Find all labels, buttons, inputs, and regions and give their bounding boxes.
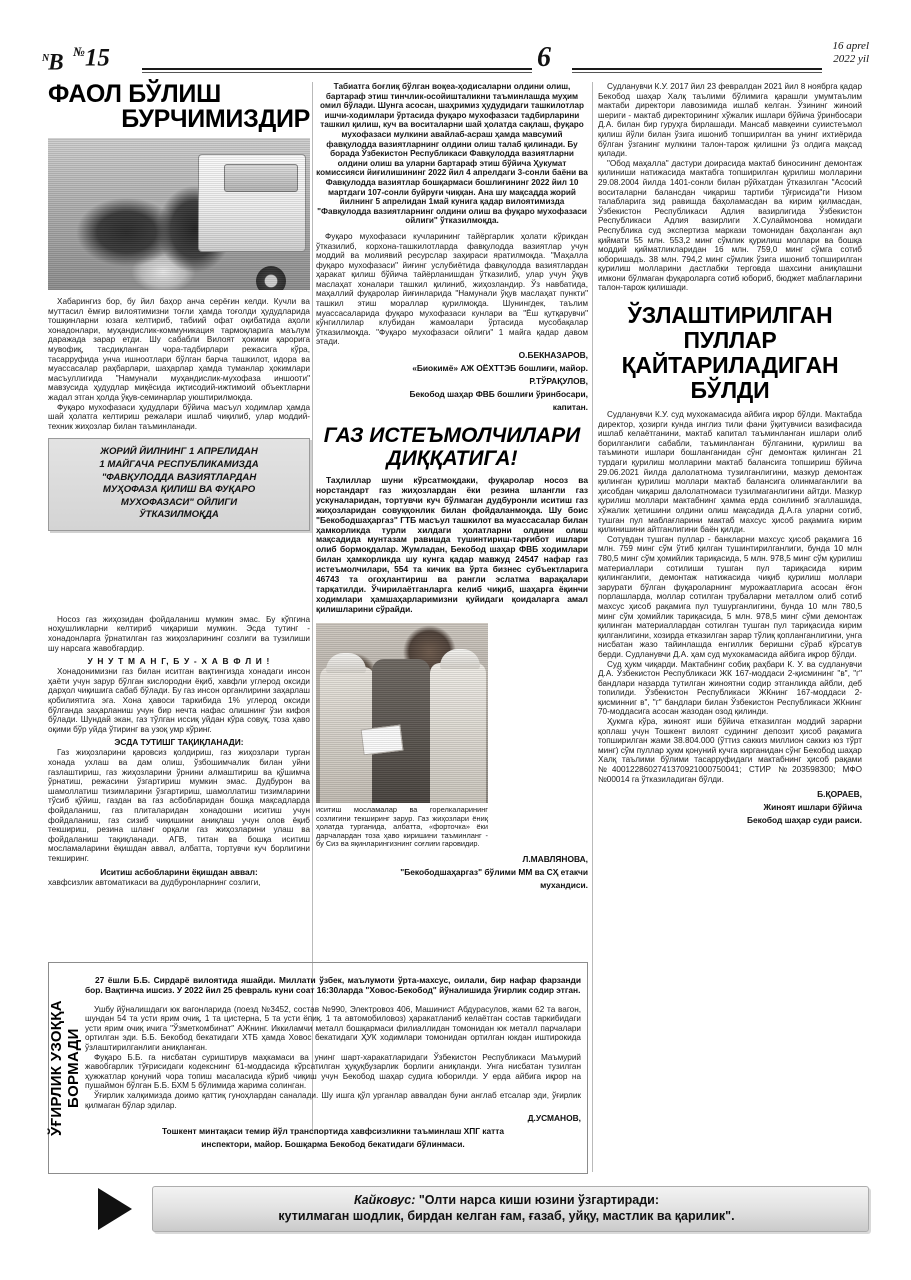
gas-article-paragraph-1: Носоз газ жиҳозидан фойдаланиш мумкин эмас. Бу кўпгина ноҳушликларни келтириб чиқариши мумкин. Эсда тутинг - хонадонларга ўрнатилган газ жиҳозларининг созлиги ва тузилиши шу нарсага жавобгардир. <box>48 614 310 653</box>
column-middle <box>316 82 588 890</box>
quote-text <box>168 1192 845 1224</box>
gas-article-paragraph-2: Хонадонимизни газ билан иситган вақтингизда хонадаги инсон ҳаёти учун зарур бўлган кислородни ёқиб, хавфли углерод оксиди дарҳол чиқишига сабаб бўлади. Бу газ инсон органлирини заҳарлаш қобилиятига эга. Хона ҳавоси таркибида 1% углерод оксиди бўлганда заҳарланиш учун бир нечта нафас олишнинг ўзи кифоя бўлади. Шундай экан, газ тўлган иссиқ уйдан кўра совуқ, тоза ҳаво оқими бўр уйда ўтиринг ва узоқ умр кўринг. <box>48 667 310 734</box>
photo-gas-inspectors <box>316 623 488 803</box>
bottom-box-lead: 27 ёшли Б.Б. Сирдарё вилоятида яшайди. Миллати ўзбек, маълумоти ўрта-махсус, оилали, бир нафар фарзанди бор. Вақтинча ишсиз. У 2022 йил 25 февраль куни соат 16:30ларда "Ховос-Бекобод" йўналишида ўғирлик содир этган. <box>85 975 581 996</box>
article-headline-uzlashtirilgan <box>598 303 862 403</box>
right-headline-line-4: БЎЛДИ <box>690 377 770 404</box>
callout-line-3: "ФАВҚУЛОДДА ВАЗИЯТЛАРДАН <box>101 471 257 483</box>
bottom-boxed-article <box>48 962 588 1174</box>
right-headline-line-2: ПУЛЛАР <box>683 327 777 354</box>
bottom-box-signature-1: Д.УСМАНОВ, <box>527 1113 581 1124</box>
photo-helmet-left-shape <box>326 653 366 673</box>
right-paragraph-4: Сотувдан тушган пуллар - банкларни махсус ҳисоб рақамига 16 млн. 759 минг сўм ўтиб қилган тушинтирилганлиги, бунда 10 млн 780,5 минг сўм ҳомийлик тариқасида, 5 млн. 978,5 минг сўм қурилиш материаллари сотилиши тушган пул тариқасида кирим қилинганлиги, демонтаж натижасида чиқиб қурилиш моллари зарурати бўлган фуқароларнинг мурожаатларига асосан ёғон порлашларда, моллар сотилган трубаларни металлом олиб сотиб махсус ҳисоб рақамига пул тушурганлигини, бунда 10 млн 780,5 минг сўм ҳомийлик тариқасида, 5 млн. 978,5 минг сўми демонтаж қилинган материаллардан сотилган тушган пул тариқасида кирим қилганлигини, хозирда етказилган зарар тўлиқ қопланганлигини, унга нисбатан жазо тайинлашда енгиллик беришни сўраб кўрсатув берди. Судланувчи Д.А. ҳам суд мухокамасида айбига иқрор бўлди. <box>598 534 862 659</box>
bottom-box-signature-3: инспектори, майор. Бошқарма Бекобод бекатидаги бўлинмаси. <box>201 1139 465 1150</box>
bottom-box-paragraph-3: Ўғирлик халқимизда доимо қаттиқ гуноҳлардан саналади. Шу ишга қўл урганлар аввалдан буни англаб етсалар эди, ўғирлик қилмаган бўлар эдилар. <box>85 1090 581 1110</box>
gas-signature-2: "Бекободшаҳаргаз" бўлими ММ ва СҲ етакчи <box>400 867 588 878</box>
logo-letter: B <box>48 49 63 75</box>
issue-hash: № <box>73 44 85 59</box>
mid-top-paragraph-1: Табиатга боғлиқ бўлган воқеа-ҳодисаларни олдини олиш, бартараф этиш тинчлик-осойишталикни таъминлашда муҳим омил бўлади. Шунга асосан, шаҳримиз ҳудудидаги ташкилотлар ишчи-ходимлари ўртасида фуқаро мухофазаси тадбирларини ташкил қилиш, куч ва воситаларни шай ҳолатда сақлаш, фуқаро мухофазаси мулкини авайлаб-асраш ҳамда мавсумий фавқулодда вазиятларнинг олдини олиш талаб қилинади. Бу борада Ўзбекистон Республикаси Фавқулодда вазиятларни олдини олиш ва уларни бартараф этиш бўйича Ҳукумат комиссияси йиғилишининг 2022 йил 4 апрелдаги 3-сонли баёни ва Фавқулодда вазиятлар бошқармаси бошлиғининг 2022 йил 10 мартдаги 107-сонли буйруғи чиққан. Ана шу мақсадда жорий йилнинг 5 апрелидан 1май кунига қадар вилоятимизда "Фавқулодда вазиятларнинг олдини олиш ва фуқаро мухофазаси ойлиги" ўтказилмоқда. <box>316 82 588 226</box>
gas-headline-line-1: ГАЗ ИСТЕЪМОЛЧИЛАРИ <box>323 424 581 448</box>
photo-helmet-right-shape <box>440 649 480 669</box>
callout-box-monthly-campaign <box>48 438 310 531</box>
logo-superscript: N <box>42 53 49 64</box>
callout-line-1: ЖОРИЙ ЙИЛНИНГ 1 АПРЕЛИДАН <box>100 446 258 458</box>
article-left-paragraph-1: Хабарингиз бор, бу йил баҳор анча серёғин келди. Кучли ва муттасил ёмғир вилоятимизни тоғли ҳамда тоғолди ҳудудларида тошқинларни юзага келтириб, табиий офат оқибатида аҳоли хонадонлари, муҳандислик-коммуникация тармоқларига маълум даражада зарар етди. Шу сабабли Вилоят ҳокими қарорига мувофиқ, тасдиқланган чора-тадбирлари режасига кўра, тасарруфида унча ишноотлари бўлган барча ташкилот, идора ва муассасалар раҳбарлари, шаҳарлар ҳамда туманлар ҳокимлари масъуллигида "Намунали муҳандислик-мухофаза иншооти" мавзусида ҳудудлар миқёсида иқтисодий-ижтимоий объектларни жадал этган ҳолда ўқув-семинарлар уюштирилмоқда. <box>48 297 310 402</box>
gas-forbidden-subhead: ЭСДА ТУТИШГ ТАҚИҚЛАНАДИ: <box>114 737 244 748</box>
gas-warning-subhead: У Н У Т М А Н Г, Б У - Х А В Ф Л И ! <box>87 656 271 667</box>
quote-banner <box>48 1186 869 1234</box>
right-signature-3: Бекобод шаҳар суди раиси. <box>746 815 862 826</box>
vertical-title-text: ЎҒИРЛИК УЗОҚҚА БОРМАДИ <box>48 1000 82 1136</box>
gas-article-paragraph-4: хавфсизлик автоматикаси ва дудбуронларнинг созлиги, <box>48 877 261 887</box>
dateline-year: 2022 yil <box>833 52 869 65</box>
bottom-box-paragraph-1: Ушбу йўналишдаги юк вагонларида (поезд №3452, состав №990, Электровоз 406, Машинист Абдурасулов, жами 62 та вагон, шундан 54 та усти ярим очиқ, 1 та цистерна, 5 та усти ёпиқ. 1 та автомобиловоз) ҳаракатланиб келаётган состав таркибидаги усти ярим очиқ ичига "Ўзметкомбинат" АЖнинг. Иккиламчи металл бошқармаси филиаллидан томонидан юк металл парчалари ортилган эди. Б.Б. Бекобод бекатидаги ХТБ ҳамда Ховос бекатидаги ҲУК ходимлари томонидан ортилган юкдан иштирокида ўзлаштирилганлиги аниқланган. <box>85 1004 581 1052</box>
article-headline-faol-bulish <box>48 82 310 132</box>
mid-signature-5: капитан. <box>552 402 588 413</box>
callout-line-2: 1 МАЙГАЧА РЕСПУБЛИКАМИЗДА <box>99 458 259 470</box>
masthead-rule-right <box>572 68 822 73</box>
masthead <box>42 40 869 80</box>
mid-signature-3: Р.ТЎРАҚУЛОВ, <box>529 376 588 387</box>
photo-figure-right-shape <box>430 663 486 803</box>
right-paragraph-6: Ҳукмга кўра, жиноят иши бўйича етказилган моддий зарарни қоплаш учун Тошкент вилоят судининг депозит ҳисоб рақамига топширилган жами 38.804.000 (ўттиз саккиз миллион саккиз юз тўрт минг) сўм пуллар ҳукм қонуний кучга кирганидан сўнг Бекобод шаҳар Халқ таълими бўлими тасарруфидаги мактабнинг ҳисоб рақами №4001228602741370921000750041; СТИР №203598300; МФО №00014 га ўтказиладиган бўлди. <box>598 717 862 784</box>
right-paragraph-5: Суд ҳукм чиқарди. Мактабнинг собиқ раҳбари К. У. ва судланувчи Д.А. Ўзбекистон Республикаси ЖК 167-моддаси 2-қисмининг "в", "г" бандлари назарда тутилган жиноятни содир этганликда айбли, деб топилиди. Ўзбекистон Республикаси ЖКнинг 167-моддаси 2-қисминниг в", "г" бандлари билан Ўзбекистон Республикаси ЖКнинг 70-моддасига асосан жазодан озод қилинди. <box>598 659 862 717</box>
right-headline-line-1: ЎЗЛАШТИРИЛГАН <box>627 302 833 329</box>
callout-line-5: МУХОФАЗАСИ" ОЙЛИГИ <box>120 496 238 508</box>
quote-line-1: "Олти нарса киши юзини ўзгартиради: <box>418 1193 659 1207</box>
right-paragraph-3: Судланувчи К.У. суд мухокамасида айбига иқрор бўлди. Мактабда директор, ҳозирги кунда инглиз тили фани ўқитувчиси вазифасида ишлаб келаётганини, мактаб капитал таъминланган ишлари олиб борилганлиги сабабли, таъминланган бўлганини, қурилиш ва таъминоти ишлари бошланганидан сўнг демонтаж қилинган 21 турдаги қурилиш молларини мактаб балансига топшириш бўйича 29.06.2021 йилда далолатнома тузилганлигини, мазкур демонтаж қилинган қурилиш моллари мактаб балансига олинмаганлиги ва ҳисобдан чиқариш далолатномаси тузилмаганлигини айтди. Мазкур қурилиш моллари мактабнинг ҳамма ерда сонлиниб эгаллашида, хўжалик ҳетишини олдини олиш мақсадида Д.А.га уларни сотиб, тушган пул маблағларини мактаб махсус ҳисоб рақамига кирим қилинишини айтганлигини баён қилди. <box>598 410 862 535</box>
publication-logo-icon <box>42 46 72 75</box>
gas-article-headline <box>316 424 588 470</box>
bottom-box-paragraph-2: Фуқаро Б.Б. га нисбатан суриштирув маҳкамаси ва унинг шарт-харакатларидаги Ўзбекистон Республикаси Маъмурий жавобгарлик тўғрисидаги кодекснинг 61-моддасида кўрсатилган ҳуқуқбузарлик борлиги аниқланди. Унга нисбатан тузилган ҳужжатлар қонуний чора топиш масаласида кўриб чиқиш учун Бекобод шаҳар судига юборилди. У ерда айбига иқрор на пушаймон бўлган Б.Б. БХМ 5 бўлимида жарима солинган. <box>85 1052 581 1091</box>
right-signature-1: Б.ҚОРАЕВ, <box>817 789 862 800</box>
gas-headline-line-2: ДИҚҚАТИГА! <box>386 447 518 471</box>
gas-article-lead: Таҳлиллар шуни кўрсатмоқдаки, фуқаролар носоз ва норстандарт газ жиҳозлардан ёки резина шлангли газ ускуналаридан, тортувчи куч бўлмаган дудбуронли иситиш газ жиҳозларидан совуққонлик билан фойдаланмоқда. Шу боис "Бекободшаҳаргаз" ГТБ масъул ташкилот ва муассасалар билан ҳамкорликда турли хилдаги ҳолатларни олдини олиш мақсадида мунтазам равишда тушинтириш-тарғибот ишлари олиб бормоқдалар. Жумладан, Бекобод шаҳар ФВБ ходимлари билан ҳамкорликда шу кунга қадар мавжуд 24547 нафар газ истеъмолчилари, 554 та кичик ва ўрта бизнес субъектларига 46743 та огоҳлантириш ва рангли эслатма варақалари тарқатилди. Ўчирилаётганларга келиб чиқиб, шаҳарга ёқинчи ходимлари ҳамшаҳарларимизни қуйидаги қоидаларга амал қилишларини сўрайди. <box>316 475 588 614</box>
issue-number <box>73 44 110 72</box>
article-left-paragraph-2: Фуқаро мухофазаси ҳудудлари бўйича масъул ходимлар ҳамда шай ҳолатга келтириш режалари ишлаб чиқилиб, улар моддий-техник жиҳозлар билан таъминланади. <box>48 402 310 431</box>
column-left <box>48 82 310 887</box>
right-paragraph-2: "Обод маҳалла" дастури доирасида мактаб биносининг демонтаж қилиниши натижасида мактабга топширилган қурилиш молларини 29.08.2004 йилда 1401-сонли билан рўйхатдан ўтказилган "Асосий воситаларни баланcдан чиқариш тартиби тўғрисида"ги Низом талабларига зид равишда баҳоламасдан ва кирим қилмасдан, Ўзбекистон Республикаси Адлия вазирлигида Ўзбекистон Республикаси Адлия вазирлиги Х.Сулаймонова номидаги Республика суд экспертиза маркази томонидан баҳоланган ақл қиймати 55 млн. 553,2 минг сўмлик қурилиш моллари ва бошқа моддий қийматликларидан 16 млн. 759,0 минг сўмга сотиб юборишадъ. 38 млн. 794,2 минг сўмлик ўзига ишониб топширилган қурилиш молларини дастлабки терговда шахсини аниқлашни имкони бўлмаган фуқароларга сотиб юбориб, бюджет маблағларини талон-тарож қилишади. <box>598 158 862 293</box>
bottom-box-signature-2: Тошкент минтақаси темир йўл транспортида хавфсизликни таъминлаш ХПГ катта <box>161 1126 505 1137</box>
gas-signature-1: Л.МАВЛЯНОВА, <box>522 854 588 865</box>
right-headline-line-3: ҚАЙТАРИЛАДИГАН <box>621 352 839 379</box>
gas-before-lighting-subhead: Иситиш асбобларини ёқишдан аввал: <box>100 866 258 877</box>
bottom-box-content <box>85 968 581 1169</box>
issue-number-value: 15 <box>84 44 110 72</box>
column-divider-2 <box>592 82 593 1172</box>
right-signature-2: Жиноят ишлари бўйича <box>763 802 862 813</box>
bottom-box-vertical-title <box>48 963 82 1173</box>
photo-truck-wheel-shape <box>256 266 286 290</box>
play-arrow-icon <box>98 1188 132 1230</box>
callout-line-6: ЎТКАЗИЛМОҚДА <box>139 509 219 521</box>
headline-line-2: БУРЧИМИЗДИР <box>121 105 310 133</box>
mid-signature-1: О.БЕКНАЗАРОВ, <box>518 350 588 361</box>
photo-rescue-workers <box>48 138 310 290</box>
mid-top-paragraph-2: Фуқаро мухофазаси кучларининг тайёргарлик ҳолати кўрикдан ўтказилиб, корхона-ташкилотларда фавқулодда вазиятлар учун моддий ва молиявий ресурслар заҳираси яратилмоқда. "Маҳалла фуқаро мухофазаси" йиғинг услубиётида фавқулодда вазиятлардан ҳаракат қилиш бўйича тайёрланишдан ўтказилиб, улар учун ўқув маслаҳат хоналари ташкил қилиниб, жиҳозландир. Ўз навбатида, маҳаллий фуқаролар йиғинларида "Намунали ўқув маслаҳат пункти" ташкил этиш мораллар қурилмоқда. Шунингдек, таълим муассасаларида фуқаро мухофазаси кунлари ва "Ёш қутқарувчи" кўнгиллилар клубидан жамоалари ўртасида мусобақалар ўтказилмоқда. "Фуқаро мухофазаси ойлиги" 1 майга қадар давом этади. <box>316 231 588 347</box>
gas-photo-caption: иситиш мосламалар ва горелкаларининг созлигини текширинг зарур. Газ жиҳозлари ёниқ ҳолатда турганида, албатта, «форточка» ёки дарчалардан тоза ҳаво киришини таъминланг - бу Сиз ва яқинларингизнинг соғлиғи гаровидир. <box>316 805 488 849</box>
mid-signature-2: «Биокимё» АЖ ОЁХТТЭБ бошлиғи, майор. <box>412 363 588 374</box>
masthead-rule-left <box>142 68 532 73</box>
right-paragraph-1: Судланувчи К.У. 2017 йил 23 февралдан 2021 йил 8 ноябрга қадар Бекобод шаҳар Халқ таълими бўлимига қарашли умумтаълим мактаби директори лавозимида ишлаб келган. Ўзининг жиноий шериги - мактаб директорининг хўжалик ишлари бўйича ўринбосари Д.А. билан бир гуруҳга бирлашади. Мансаб мавқеини суиистеъмол қилиш йўли билан ўзига ишониб топширилган ва унинг ихтиёрида бўлган ўзганинг мулкини талон-тарож қилишни ўз олдига мақсад қилади. <box>598 82 862 159</box>
gas-signature-3: мухандиси. <box>540 880 588 891</box>
dateline-day-month: 16 aprel <box>832 40 869 52</box>
callout-line-4: МУҲОФАЗА ҚИЛИШ ВА ФУҚАРО <box>102 484 256 496</box>
page-number: 6 <box>537 42 551 73</box>
quote-author: Кайковус: <box>353 1193 416 1207</box>
photo-truck-window-shape <box>224 164 298 192</box>
column-right <box>598 82 862 825</box>
headline-line-1: ФАОЛ БЎЛИШ <box>48 80 221 108</box>
quote-line-2: кутилмаган шодлик, бирдан келган ғам, ғазаб, уйқу, мастлик ва қарилик". <box>278 1209 735 1223</box>
gas-article-paragraph-3: Газ жиҳозларини қаровсиз қолдириш, газ жиҳозлари турган хонада ухлаш ва дам олиш, ўзбошимчалик билан уйни газлаштириш, газ жиҳозларини ўрнини алмаштириш ва қўшимча ўрнатиш, режасини ўзгартириш мумкин эмас. Дудбурон ва шамоллатиш тизимларини ўзгартириш, шамоллатиш тизимларини тўсиб қўйиш, газдан ва газ асбобларидан бошқа мақсадларда фойдаланиш, газ плиталаридан хонадошни иситиш учун фойдаланиш, газ сизиб чиқишини аниқлаш учун олов ёқиб текшириш, резина шланг орқали газ жиҳозларини улаш ва фойдаланиш тақиқланади. АГВ, титан ва бошқа иситиш мосламаларини ёқишдан аввал, албатта, тортувчи куч борлигини текширинг. <box>48 748 310 863</box>
dateline <box>832 40 869 65</box>
mid-signature-4: Бекобод шаҳар ФВБ бошлиғи ўринбосари, <box>409 389 588 400</box>
photo-document-shape <box>361 725 404 756</box>
